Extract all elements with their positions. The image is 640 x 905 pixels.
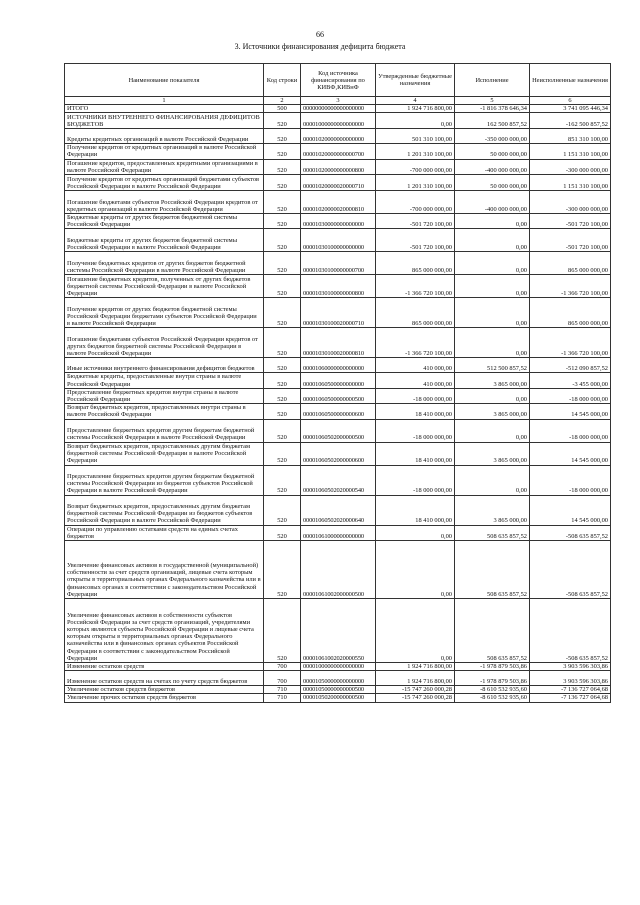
table-row	[65, 214, 611, 229]
executed-amount-cell: 0,00	[455, 388, 530, 403]
source-code-cell: 00001030100000000800	[301, 275, 376, 298]
source-code-cell: 00001060500000000000	[301, 373, 376, 388]
indicator-name-cell: Увеличение финансовых активов в собственности субъектов Российской Федерации за счет средств организаций, учредителями которых являются субъекты Российской Федерации и лицевые счета которым открыты в территориальных органах Федерального казначейства или в финансовых органах субъектов Российской Федерации в соответствии с законодательством Российской Федерации	[65, 599, 264, 663]
unexecuted-amount-cell: -512 090 857,52	[530, 358, 611, 373]
unexecuted-amount-cell: -501 720 100,00	[530, 214, 611, 229]
approved-amount-cell: 18 410 000,00	[376, 495, 455, 525]
source-code-cell: 00001030100000000000	[301, 229, 376, 252]
document-title: 3. Источники финансирования дефицита бюджета	[234, 42, 406, 51]
executed-amount-cell: 50 000 000,00	[455, 144, 530, 159]
executed-amount-cell: 508 635 857,52	[455, 525, 530, 540]
executed-amount-cell: 512 500 857,52	[455, 358, 530, 373]
line-code-cell: 710	[264, 694, 301, 702]
indicator-name-cell: Увеличение прочих остатков средств бюджетов	[65, 694, 264, 702]
page-number: 66	[316, 30, 324, 39]
line-code-cell: 520	[264, 159, 301, 174]
approved-amount-cell: -700 000 000,00	[376, 191, 455, 214]
header-source-code: Код источника финансирования по КИВФ,КИВнФ	[301, 64, 376, 97]
unexecuted-amount-cell: 3 741 095 446,34	[530, 105, 611, 113]
line-code-cell: 520	[264, 419, 301, 442]
table-row	[65, 671, 611, 686]
executed-amount-cell: 0,00	[455, 214, 530, 229]
line-code-cell: 520	[264, 144, 301, 159]
approved-amount-cell: 501 310 100,00	[376, 129, 455, 144]
table-row	[65, 686, 611, 694]
source-code-cell: 00001030100020000710	[301, 298, 376, 328]
approved-amount-cell: 865 000 000,00	[376, 298, 455, 328]
unexecuted-amount-cell: -501 720 100,00	[530, 229, 611, 252]
indicator-name-cell: Погашение кредитов, предоставленных кредитными организациями в валюте Российской Федерации	[65, 159, 264, 174]
executed-amount-cell: 162 500 857,52	[455, 113, 530, 129]
line-code-cell: 520	[264, 541, 301, 599]
table-row	[65, 229, 611, 252]
column-number: 3	[301, 97, 376, 105]
unexecuted-amount-cell: 1 151 310 100,00	[530, 144, 611, 159]
indicator-name-cell: Операции по управлению остатками средств на единых счетах бюджетов	[65, 525, 264, 540]
indicator-name-cell: Бюджетные кредиты от других бюджетов бюджетной системы Российской Федерации	[65, 214, 264, 229]
line-code-cell: 520	[264, 214, 301, 229]
executed-amount-cell: -400 000 000,00	[455, 191, 530, 214]
header-indicator-name: Наименование показателя	[65, 64, 264, 97]
indicator-name-cell: Бюджетные кредиты, предоставленные внутри страны в валюте Российской Федерации	[65, 373, 264, 388]
line-code-cell: 520	[264, 175, 301, 191]
column-number: 5	[455, 97, 530, 105]
indicator-name-cell: Иные источники внутреннего финансирования дефицитов бюджетов	[65, 358, 264, 373]
source-code-cell: 00001020000000000700	[301, 144, 376, 159]
column-number: 1	[65, 97, 264, 105]
executed-amount-cell: 3 865 000,00	[455, 495, 530, 525]
source-code-cell: 00001061000000000000	[301, 525, 376, 540]
line-code-cell: 520	[264, 495, 301, 525]
indicator-name-cell: Получение бюджетных кредитов от других бюджетов бюджетной системы Российской Федерации в валюте Российской Федерации	[65, 252, 264, 275]
approved-amount-cell: -1 366 720 100,00	[376, 328, 455, 358]
unexecuted-amount-cell: -18 000 000,00	[530, 388, 611, 403]
approved-amount-cell: -15 747 260 000,28	[376, 686, 455, 694]
source-code-cell: 00000000000000000000	[301, 105, 376, 113]
table-row	[65, 663, 611, 671]
source-code-cell: 00001030000000000000	[301, 214, 376, 229]
source-code-cell: 00001061002000000500	[301, 541, 376, 599]
source-code-cell: 00001030100000000700	[301, 252, 376, 275]
approved-amount-cell: -501 720 100,00	[376, 229, 455, 252]
unexecuted-amount-cell: -3 455 000,00	[530, 373, 611, 388]
approved-amount-cell: 410 000,00	[376, 373, 455, 388]
unexecuted-amount-cell: 14 545 000,00	[530, 442, 611, 465]
unexecuted-amount-cell: 3 903 596 303,86	[530, 671, 611, 686]
executed-amount-cell: 50 000 000,00	[455, 175, 530, 191]
approved-amount-cell: -700 000 000,00	[376, 159, 455, 174]
executed-amount-cell: 0,00	[455, 328, 530, 358]
approved-amount-cell: -15 747 260 000,28	[376, 694, 455, 702]
indicator-name-cell: ИСТОЧНИКИ ВНУТРЕННЕГО ФИНАНСИРОВАНИЯ ДЕФИЦИТОВ БЮДЖЕТОВ	[65, 113, 264, 129]
approved-amount-cell: -18 000 000,00	[376, 465, 455, 495]
indicator-name-cell: Возврат бюджетных кредитов, предоставленных другим бюджетам бюджетной системы Российской Федерации из бюджетов субъектов Российской Федерации в валюте Российской Федерации	[65, 495, 264, 525]
source-code-cell: 00001060502020000640	[301, 495, 376, 525]
indicator-name-cell: Предоставление бюджетных кредитов внутри страны в валюте Российской Федерации	[65, 388, 264, 403]
header-line-code: Код строки	[264, 64, 301, 97]
indicator-name-cell: Увеличение остатков средств бюджетов	[65, 686, 264, 694]
table-row	[65, 495, 611, 525]
executed-amount-cell: -1 816 378 646,34	[455, 105, 530, 113]
table-row	[65, 388, 611, 403]
line-code-cell: 500	[264, 105, 301, 113]
table-row	[65, 599, 611, 663]
approved-amount-cell: 0,00	[376, 525, 455, 540]
unexecuted-amount-cell: 3 903 596 303,86	[530, 663, 611, 671]
executed-amount-cell: 3 865 000,00	[455, 442, 530, 465]
source-code-cell: 00001030100020000810	[301, 328, 376, 358]
source-code-cell: 00001050200000000500	[301, 694, 376, 702]
line-code-cell: 520	[264, 328, 301, 358]
approved-amount-cell: 18 410 000,00	[376, 404, 455, 419]
unexecuted-amount-cell: 865 000 000,00	[530, 252, 611, 275]
source-code-cell: 00001060502000000600	[301, 442, 376, 465]
executed-amount-cell: 0,00	[455, 298, 530, 328]
unexecuted-amount-cell: 1 151 310 100,00	[530, 175, 611, 191]
approved-amount-cell: 0,00	[376, 541, 455, 599]
approved-amount-cell: 1 201 310 100,00	[376, 144, 455, 159]
approved-amount-cell: 1 924 716 800,00	[376, 663, 455, 671]
indicator-name-cell: Предоставление бюджетных кредитов другим бюджетам бюджетной системы Российской Федерации в валюте Российской Федерации	[65, 419, 264, 442]
indicator-name-cell: Погашение бюджетами субъектов Российской Федерации кредитов от кредитных организаций в валюте Российской Федерации	[65, 191, 264, 214]
table-row	[65, 419, 611, 442]
executed-amount-cell: 0,00	[455, 275, 530, 298]
table-row	[65, 252, 611, 275]
column-numbers-row	[65, 97, 611, 105]
line-code-cell: 520	[264, 358, 301, 373]
unexecuted-amount-cell: 14 545 000,00	[530, 495, 611, 525]
unexecuted-amount-cell: -508 635 857,52	[530, 541, 611, 599]
indicator-name-cell: Получение кредитов от кредитных организаций в валюте Российской Федерации	[65, 144, 264, 159]
table-row	[65, 129, 611, 144]
approved-amount-cell: 0,00	[376, 113, 455, 129]
table-row	[65, 358, 611, 373]
line-code-cell: 520	[264, 373, 301, 388]
executed-amount-cell: -1 978 879 503,86	[455, 671, 530, 686]
table-row	[65, 328, 611, 358]
table-row	[65, 298, 611, 328]
unexecuted-amount-cell: -508 635 857,52	[530, 525, 611, 540]
executed-amount-cell: -8 610 532 935,60	[455, 686, 530, 694]
approved-amount-cell: 18 410 000,00	[376, 442, 455, 465]
source-code-cell: 00001000000000000000	[301, 663, 376, 671]
approved-amount-cell: -18 000 000,00	[376, 419, 455, 442]
source-code-cell: 00001020000000000000	[301, 129, 376, 144]
source-code-cell: 00001020000020000810	[301, 191, 376, 214]
source-code-cell: 00001050000000000000	[301, 671, 376, 686]
table-row	[65, 159, 611, 174]
approved-amount-cell: -1 366 720 100,00	[376, 275, 455, 298]
indicator-name-cell: Возврат бюджетных кредитов, предоставленных внутри страны в валюте Российской Федерации	[65, 404, 264, 419]
line-code-cell: 520	[264, 229, 301, 252]
unexecuted-amount-cell: -7 136 727 064,68	[530, 686, 611, 694]
table-row	[65, 113, 611, 129]
executed-amount-cell: 508 635 857,52	[455, 599, 530, 663]
table-row	[65, 541, 611, 599]
indicator-name-cell: Погашение бюджетных кредитов, полученных от других бюджетов бюджетной системы Российской Федерации в валюте Российской Федерации	[65, 275, 264, 298]
line-code-cell: 520	[264, 275, 301, 298]
source-code-cell: 00001061002020000550	[301, 599, 376, 663]
unexecuted-amount-cell: -508 635 857,52	[530, 599, 611, 663]
column-number: 6	[530, 97, 611, 105]
table-row	[65, 191, 611, 214]
approved-amount-cell: 865 000 000,00	[376, 252, 455, 275]
line-code-cell: 520	[264, 129, 301, 144]
indicator-name-cell: Погашение бюджетами субъектов Российской Федерации кредитов от других бюджетов бюджетной системы Российской Федерации в валюте Российской Федерации	[65, 328, 264, 358]
source-code-cell: 00001060502020000540	[301, 465, 376, 495]
unexecuted-amount-cell: -1 366 720 100,00	[530, 275, 611, 298]
executed-amount-cell: 3 865 000,00	[455, 373, 530, 388]
executed-amount-cell: -350 000 000,00	[455, 129, 530, 144]
table-row	[65, 373, 611, 388]
unexecuted-amount-cell: -1 366 720 100,00	[530, 328, 611, 358]
source-code-cell: 00001060500000000500	[301, 388, 376, 403]
header-approved: Утвержденные бюджетные назначения	[376, 64, 455, 97]
line-code-cell: 700	[264, 671, 301, 686]
header-executed: Исполнение	[455, 64, 530, 97]
executed-amount-cell: 0,00	[455, 252, 530, 275]
table-row	[65, 442, 611, 465]
unexecuted-amount-cell: 851 310 100,00	[530, 129, 611, 144]
source-code-cell: 00001060000000000000	[301, 358, 376, 373]
line-code-cell: 520	[264, 298, 301, 328]
table-row	[65, 105, 611, 113]
indicator-name-cell: Возврат бюджетных кредитов, предоставленных другим бюджетам бюджетной системы Российской Федерации в валюте Российской Федерации	[65, 442, 264, 465]
line-code-cell: 520	[264, 465, 301, 495]
line-code-cell: 520	[264, 191, 301, 214]
line-code-cell: 520	[264, 113, 301, 129]
executed-amount-cell: -8 610 532 935,60	[455, 694, 530, 702]
table-row	[65, 275, 611, 298]
line-code-cell: 520	[264, 599, 301, 663]
unexecuted-amount-cell: -18 000 000,00	[530, 419, 611, 442]
indicator-name-cell: Предоставление бюджетных кредитов другим бюджетам бюджетной системы Российской Федерации из бюджетов субъектов Российской Федерации в валюте Российской Федерации	[65, 465, 264, 495]
line-code-cell: 520	[264, 442, 301, 465]
approved-amount-cell: 1 924 716 800,00	[376, 105, 455, 113]
source-code-cell: 00001020000020000710	[301, 175, 376, 191]
column-number: 4	[376, 97, 455, 105]
approved-amount-cell: 1 924 716 800,00	[376, 671, 455, 686]
executed-amount-cell: 0,00	[455, 465, 530, 495]
executed-amount-cell: 508 635 857,52	[455, 541, 530, 599]
source-code-cell: 00001020000000000800	[301, 159, 376, 174]
line-code-cell: 520	[264, 404, 301, 419]
unexecuted-amount-cell: -18 000 000,00	[530, 465, 611, 495]
table-row	[65, 144, 611, 159]
executed-amount-cell: 0,00	[455, 419, 530, 442]
indicator-name-cell: Изменение остатков средств на счетах по учету средств бюджетов	[65, 671, 264, 686]
unexecuted-amount-cell: -7 136 727 064,68	[530, 694, 611, 702]
approved-amount-cell: 0,00	[376, 599, 455, 663]
indicator-name-cell: Получение кредитов от кредитных организаций бюджетами субъектов Российской Федерации в валюте Российской Федерации	[65, 175, 264, 191]
line-code-cell: 520	[264, 525, 301, 540]
indicator-name-cell: Получение кредитов от других бюджетов бюджетной системы Российской Федерации бюджетами субъектов Российской Федерации в валюте Российской Федерации	[65, 298, 264, 328]
line-code-cell: 520	[264, 388, 301, 403]
indicator-name-cell: Увеличение финансовых активов в государственной (муниципальной) собственности за счет средств организаций, лицевые счета которым открыты в территориальных органах Федерального казначейства или в финансовых органах в соответствии с законодательством Российской Федерации	[65, 541, 264, 599]
executed-amount-cell: -400 000 000,00	[455, 159, 530, 174]
column-number: 2	[264, 97, 301, 105]
unexecuted-amount-cell: -300 000 000,00	[530, 159, 611, 174]
header-unexecuted: Неисполненные назначения	[530, 64, 611, 97]
approved-amount-cell: 1 201 310 100,00	[376, 175, 455, 191]
table-row	[65, 465, 611, 495]
unexecuted-amount-cell: -162 500 857,52	[530, 113, 611, 129]
approved-amount-cell: -501 720 100,00	[376, 214, 455, 229]
indicator-name-cell: Изменение остатков средств	[65, 663, 264, 671]
financing-sources-table	[64, 63, 611, 703]
line-code-cell: 520	[264, 252, 301, 275]
executed-amount-cell: 3 865 000,00	[455, 404, 530, 419]
indicator-name-cell: ИТОГО	[65, 105, 264, 113]
line-code-cell: 700	[264, 663, 301, 671]
source-code-cell: 00001050000000000500	[301, 686, 376, 694]
unexecuted-amount-cell: 14 545 000,00	[530, 404, 611, 419]
executed-amount-cell: 0,00	[455, 229, 530, 252]
table-row	[65, 404, 611, 419]
indicator-name-cell: Бюджетные кредиты от других бюджетов бюджетной системы Российской Федерации в валюте Российской Федерации	[65, 229, 264, 252]
table-header-row	[65, 64, 611, 97]
unexecuted-amount-cell: 865 000 000,00	[530, 298, 611, 328]
approved-amount-cell: 410 000,00	[376, 358, 455, 373]
approved-amount-cell: -18 000 000,00	[376, 388, 455, 403]
table-row	[65, 525, 611, 540]
executed-amount-cell: -1 978 879 503,86	[455, 663, 530, 671]
unexecuted-amount-cell: -300 000 000,00	[530, 191, 611, 214]
table-row	[65, 175, 611, 191]
table-row	[65, 694, 611, 702]
line-code-cell: 710	[264, 686, 301, 694]
indicator-name-cell: Кредиты кредитных организаций в валюте Российской Федерации	[65, 129, 264, 144]
source-code-cell: 00001060502000000500	[301, 419, 376, 442]
source-code-cell: 00001060500000000600	[301, 404, 376, 419]
source-code-cell: 00001000000000000000	[301, 113, 376, 129]
